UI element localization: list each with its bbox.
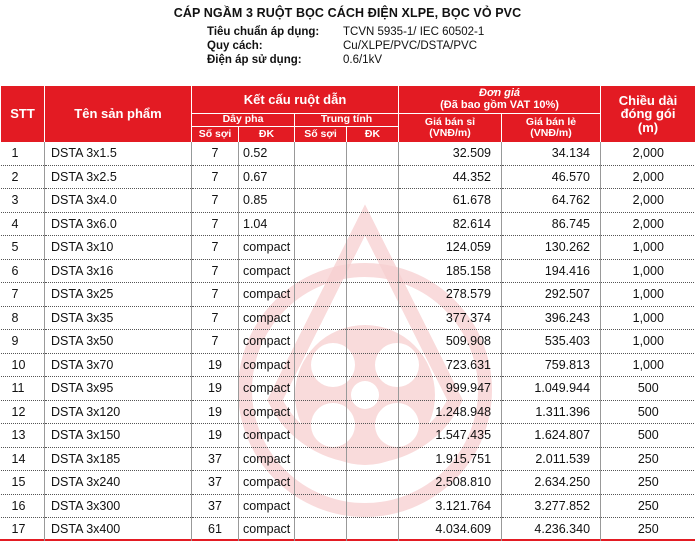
row-product-name: DSTA 3x95 [45,377,192,401]
row-wholesale-price: 377.374 [399,306,502,330]
header-length-line3: (m) [637,119,659,135]
row-stt: 15 [1,471,45,495]
row-neutral-strands [295,377,347,401]
row-neutral-strands [295,212,347,236]
table-row [1,212,695,236]
row-product-name: DSTA 3x4.0 [45,189,192,213]
row-product-name: DSTA 3x2.5 [45,165,192,189]
table-row [1,330,695,354]
price-table [0,86,695,541]
page-title: CÁP NGẦM 3 RUỘT BỌC CÁCH ĐIỆN XLPE, BỌC VỎ PVC [173,6,522,20]
row-retail-price: 2.634.250 [502,471,601,495]
row-phase-strands: 7 [192,259,239,283]
row-wholesale-price: 124.059 [399,236,502,260]
row-wholesale-price: 4.034.609 [399,518,502,541]
row-stt: 14 [1,447,45,471]
row-phase-strands: 7 [192,283,239,307]
table-row [1,447,695,471]
header-structure: Kết cấu ruột dẫn [192,86,399,114]
header-product: Tên sản phẩm [45,86,192,142]
header-neutral-strands: Số sợi [295,127,347,143]
table-row [1,494,695,518]
row-stt: 4 [1,212,45,236]
row-neutral-dk [347,424,399,448]
row-neutral-dk [347,377,399,401]
row-package-length: 1,000 [601,330,695,354]
row-product-name: DSTA 3x240 [45,471,192,495]
row-package-length: 1,000 [601,259,695,283]
row-stt: 11 [1,377,45,401]
row-phase-dk: compact [239,259,295,283]
spec-value: 0.6/1kV [343,54,382,66]
row-phase-strands: 37 [192,471,239,495]
row-neutral-dk [347,400,399,424]
table-row [1,353,695,377]
spec-value: TCVN 5935-1/ IEC 60502-1 [343,26,485,38]
header-neutral-dk: ĐK [347,127,399,143]
row-wholesale-price: 723.631 [399,353,502,377]
row-neutral-dk [347,353,399,377]
row-phase-dk: compact [239,330,295,354]
row-neutral-strands [295,471,347,495]
row-retail-price: 292.507 [502,283,601,307]
row-neutral-dk [347,283,399,307]
row-wholesale-price: 44.352 [399,165,502,189]
row-neutral-dk [347,518,399,541]
header-retail-line1: Giá bán lẻ [525,115,577,128]
row-neutral-dk [347,236,399,260]
row-stt: 12 [1,400,45,424]
spec-label: Quy cách: [207,40,263,52]
row-neutral-strands [295,189,347,213]
table-row [1,306,695,330]
header-length [601,86,695,142]
row-neutral-dk [347,330,399,354]
row-phase-strands: 61 [192,518,239,541]
row-neutral-strands [295,165,347,189]
header-phase-strands: Số sợi [192,127,239,143]
row-package-length: 250 [601,447,695,471]
row-phase-dk: compact [239,424,295,448]
row-product-name: DSTA 3x25 [45,283,192,307]
table-row [1,518,695,541]
row-phase-dk: compact [239,283,295,307]
row-phase-dk: compact [239,518,295,541]
table-row [1,424,695,448]
row-neutral-strands [295,283,347,307]
row-product-name: DSTA 3x300 [45,494,192,518]
row-wholesale-price: 999.947 [399,377,502,401]
row-product-name: DSTA 3x16 [45,259,192,283]
spec-value: Cu/XLPE/PVC/DSTA/PVC [343,40,477,52]
row-package-length: 1,000 [601,283,695,307]
row-product-name: DSTA 3x6.0 [45,212,192,236]
row-neutral-strands [295,447,347,471]
row-neutral-dk [347,494,399,518]
row-phase-strands: 19 [192,424,239,448]
table-row [1,236,695,260]
row-neutral-strands [295,236,347,260]
header-length-line1: Chiều dài [618,92,678,108]
row-package-length: 250 [601,494,695,518]
table-row [1,471,695,495]
header-price-line1: Đơn giá [479,86,521,99]
row-stt: 7 [1,283,45,307]
row-neutral-dk [347,212,399,236]
row-phase-dk: 0.85 [239,189,295,213]
row-phase-strands: 7 [192,142,239,165]
row-retail-price: 64.762 [502,189,601,213]
row-wholesale-price: 3.121.764 [399,494,502,518]
row-wholesale-price: 185.158 [399,259,502,283]
row-neutral-dk [347,189,399,213]
row-neutral-dk [347,447,399,471]
row-retail-price: 759.813 [502,353,601,377]
header-stt: STT [1,86,45,142]
row-neutral-strands [295,424,347,448]
row-phase-dk: compact [239,306,295,330]
header-wholesale-line2: (VNĐ/m) [429,127,471,139]
table-row [1,189,695,213]
row-phase-strands: 7 [192,189,239,213]
row-retail-price: 86.745 [502,212,601,236]
row-phase-strands: 7 [192,236,239,260]
row-neutral-dk [347,306,399,330]
row-package-length: 2,000 [601,142,695,165]
row-stt: 13 [1,424,45,448]
row-phase-strands: 19 [192,377,239,401]
row-retail-price: 396.243 [502,306,601,330]
row-phase-strands: 7 [192,212,239,236]
row-phase-dk: 0.67 [239,165,295,189]
row-wholesale-price: 32.509 [399,142,502,165]
row-retail-price: 1.049.944 [502,377,601,401]
row-wholesale-price: 2.508.810 [399,471,502,495]
header-phase-dk: ĐK [239,127,295,143]
row-phase-dk: compact [239,471,295,495]
row-package-length: 2,000 [601,212,695,236]
row-retail-price: 3.277.852 [502,494,601,518]
row-package-length: 500 [601,377,695,401]
header-phase: Dây pha [192,114,295,127]
row-retail-price: 46.570 [502,165,601,189]
row-package-length: 250 [601,471,695,495]
row-product-name: DSTA 3x185 [45,447,192,471]
row-neutral-strands [295,400,347,424]
row-stt: 2 [1,165,45,189]
table-body [1,142,695,541]
row-phase-strands: 37 [192,494,239,518]
header-length-line2: đóng gói [620,106,676,122]
row-phase-strands: 19 [192,400,239,424]
row-phase-strands: 7 [192,330,239,354]
row-retail-price: 535.403 [502,330,601,354]
row-phase-strands: 7 [192,306,239,330]
row-retail-price: 2.011.539 [502,447,601,471]
header-wholesale-line1: Giá bán sỉ [424,115,476,128]
header-retail-line2: (VNĐ/m) [530,127,572,139]
row-phase-strands: 7 [192,165,239,189]
row-phase-dk: compact [239,353,295,377]
row-stt: 8 [1,306,45,330]
row-phase-dk: 1.04 [239,212,295,236]
row-neutral-strands [295,353,347,377]
row-stt: 10 [1,353,45,377]
row-package-length: 1,000 [601,236,695,260]
row-package-length: 2,000 [601,189,695,213]
table-row [1,165,695,189]
header-price-line2: (Đã bao gồm VAT 10%) [440,98,559,111]
row-stt: 5 [1,236,45,260]
row-retail-price: 34.134 [502,142,601,165]
row-package-length: 500 [601,424,695,448]
row-phase-dk: compact [239,400,295,424]
row-product-name: DSTA 3x10 [45,236,192,260]
row-neutral-dk [347,165,399,189]
row-stt: 16 [1,494,45,518]
table-row [1,400,695,424]
header-wholesale [399,114,502,143]
table-row [1,377,695,401]
row-product-name: DSTA 3x1.5 [45,142,192,165]
header-retail [502,114,601,143]
row-neutral-dk [347,259,399,283]
row-wholesale-price: 278.579 [399,283,502,307]
row-phase-strands: 37 [192,447,239,471]
row-product-name: DSTA 3x120 [45,400,192,424]
row-retail-price: 1.311.396 [502,400,601,424]
row-wholesale-price: 509.908 [399,330,502,354]
header-price [399,86,601,114]
row-retail-price: 1.624.807 [502,424,601,448]
row-neutral-dk [347,471,399,495]
row-neutral-strands [295,259,347,283]
table-row [1,142,695,165]
table-row [1,283,695,307]
table-row [1,259,695,283]
row-stt: 17 [11,522,26,537]
row-wholesale-price: 1.248.948 [399,400,502,424]
spec-label: Điện áp sử dụng: [207,54,302,66]
row-retail-price: 4.236.340 [502,518,601,541]
row-neutral-dk [347,142,399,165]
row-product-name: DSTA 3x150 [45,424,192,448]
row-product-name: DSTA 3x35 [45,306,192,330]
row-product-name: DSTA 3x70 [45,353,192,377]
row-neutral-strands [295,494,347,518]
row-stt: 1 [1,142,45,165]
row-package-length: 2,000 [601,165,695,189]
row-wholesale-price: 1.915.751 [399,447,502,471]
row-phase-strands: 19 [192,353,239,377]
row-neutral-strands [295,142,347,165]
row-phase-dk: compact [239,447,295,471]
row-wholesale-price: 61.678 [399,189,502,213]
row-stt: 6 [1,259,45,283]
row-product-name: DSTA 3x50 [45,330,192,354]
row-package-length: 250 [601,518,695,541]
row-package-length: 1,000 [601,306,695,330]
row-phase-dk: compact [239,494,295,518]
header-neutral: Trung tính [295,114,399,127]
spec-label: Tiêu chuẩn áp dụng: [207,26,320,38]
row-neutral-strands [295,518,347,541]
row-wholesale-price: 1.547.435 [399,424,502,448]
row-retail-price: 130.262 [502,236,601,260]
row-product-name: DSTA 3x400 [45,518,192,541]
row-wholesale-price: 82.614 [399,212,502,236]
row-phase-dk: compact [239,236,295,260]
row-phase-dk: compact [239,377,295,401]
row-package-length: 1,000 [601,353,695,377]
row-stt: 3 [1,189,45,213]
row-phase-dk: 0.52 [239,142,295,165]
row-neutral-strands [295,306,347,330]
row-stt: 9 [1,330,45,354]
row-package-length: 500 [601,400,695,424]
row-retail-price: 194.416 [502,259,601,283]
row-neutral-strands [295,330,347,354]
